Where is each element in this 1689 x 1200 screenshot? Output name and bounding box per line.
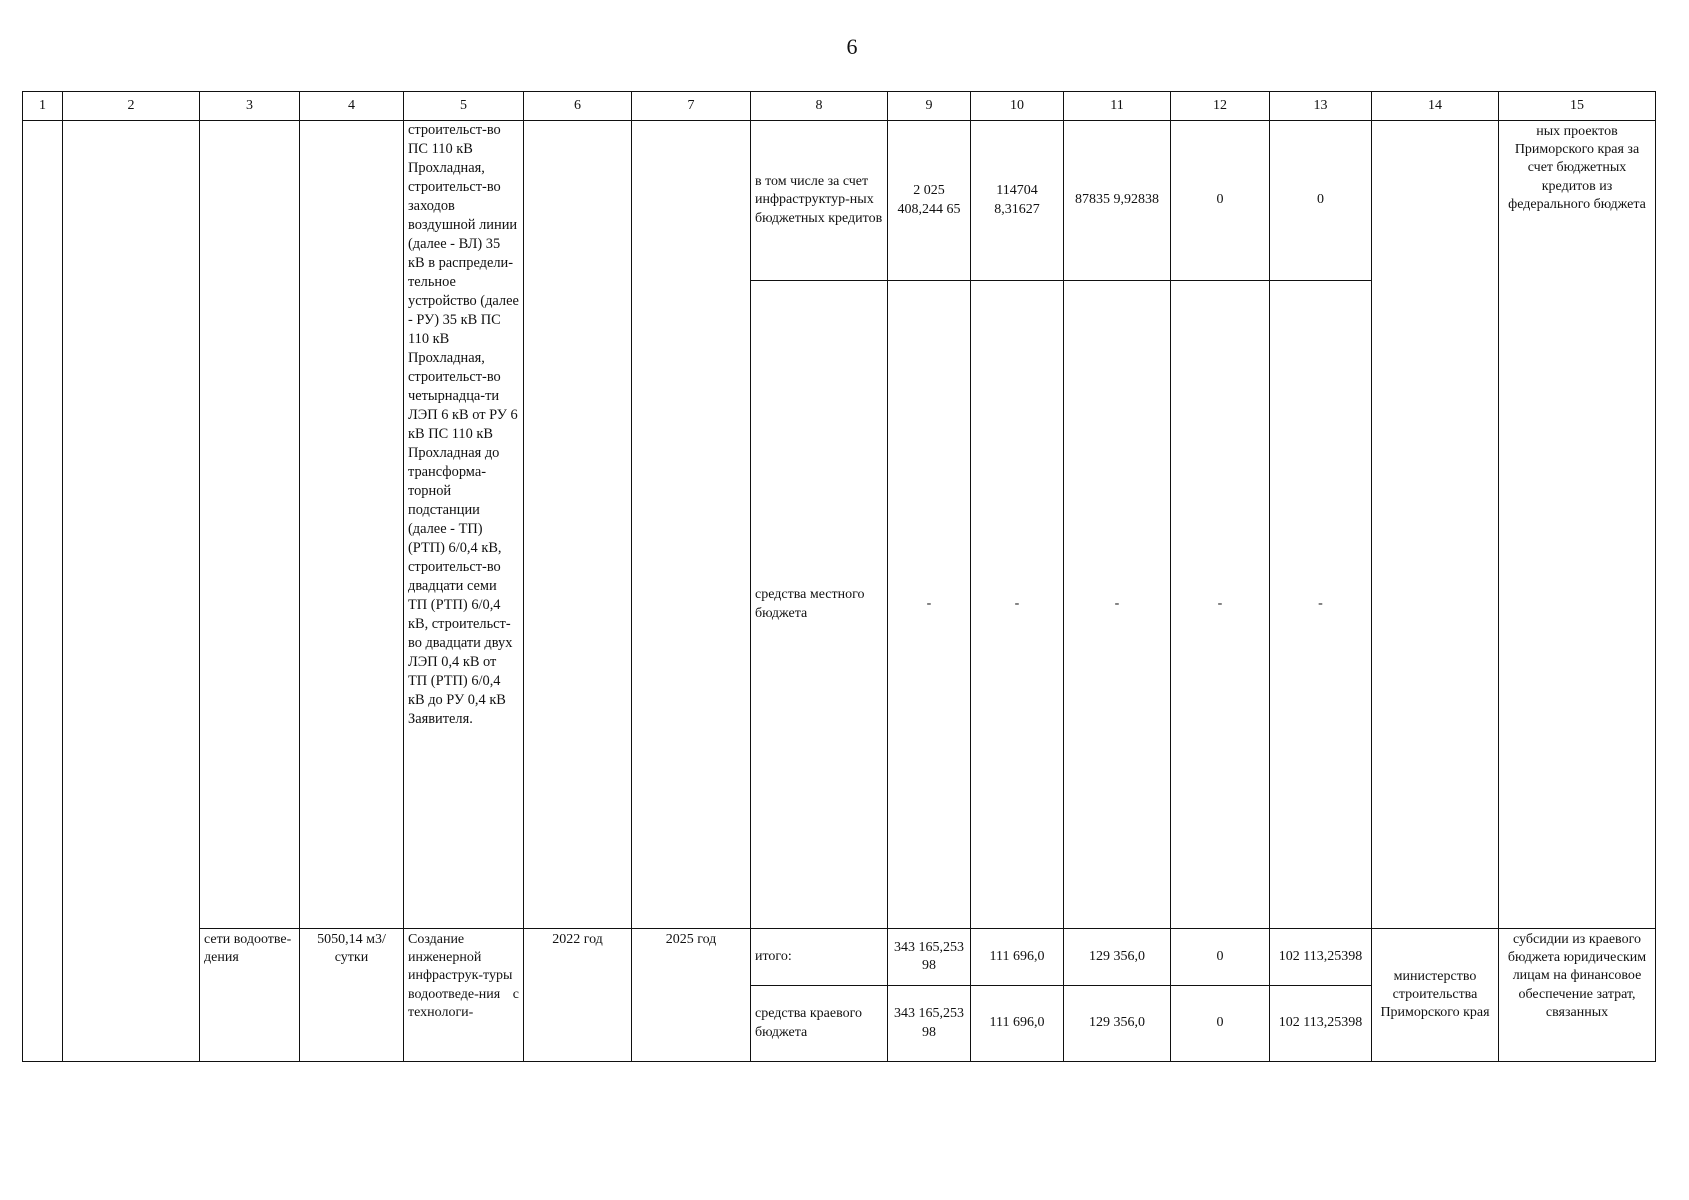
column-number: 7 <box>632 92 751 121</box>
amount-col10: 111 696,0 <box>971 929 1064 986</box>
column-number: 11 <box>1064 92 1171 121</box>
program-table <box>22 91 1656 1062</box>
capacity-cell: 5050,14 м3/сутки <box>300 929 404 1062</box>
amount-col9: 343 165,253 98 <box>888 929 971 986</box>
amount-col9: 2 025 408,244 65 <box>888 121 971 281</box>
column-number: 1 <box>23 92 63 121</box>
amount-col12: 0 <box>1171 929 1270 986</box>
amount-col13: 0 <box>1270 121 1372 281</box>
amount-col11: 129 356,0 <box>1064 929 1171 986</box>
column-number: 15 <box>1499 92 1656 121</box>
column-number: 5 <box>404 92 524 121</box>
column-number: 3 <box>200 92 300 121</box>
column-number: 13 <box>1270 92 1372 121</box>
project-description-cell: строительст-во ПС 110 кВ Прохладная, строительст-во заходов воздушной линии (далее - ВЛ) 35 кВ в распредели-тельное устройство (далее - РУ) 35 кВ ПС 110 кВ Прохладная, строительст-во четырнадца-ти ЛЭП 6 кВ от РУ 6 кВ ПС 110 кВ Прохладная до трансформа-торной подстанции (далее - ТП) (РТП) 6/0,4 кВ, строительст-во двадцати семи ТП (РТП) 6/0,4 кВ, строительст-во двадцати двух ЛЭП 0,4 кВ от ТП (РТП) 6/0,4 кВ до РУ 0,4 кВ Заявителя. <box>404 121 524 929</box>
funding-source-cell: в том числе за счет инфраструктур-ных бюджетных кредитов <box>751 121 888 281</box>
project-description-cell: Создание инженерной инфраструк-туры водоотведе-ния с технологи- <box>404 929 524 1062</box>
column-number: 14 <box>1372 92 1499 121</box>
col1-cell <box>23 121 63 1062</box>
amount-col12: 0 <box>1171 986 1270 1062</box>
amount-col13: 102 113,25398 <box>1270 986 1372 1062</box>
funding-source-cell: средства местного бюджета <box>751 281 888 929</box>
col6-cell <box>524 121 632 929</box>
start-year-cell: 2022 год <box>524 929 632 1062</box>
column-number: 8 <box>751 92 888 121</box>
amount-col10: - <box>971 281 1064 929</box>
subsidy-description-cell: субсидии из краевого бюджета юридическим лицам на финансовое обеспечение затрат, связанных <box>1499 929 1656 1062</box>
col2-cell <box>63 121 200 1062</box>
amount-col9: - <box>888 281 971 929</box>
col4-cell <box>300 121 404 929</box>
col15-cell: ных проектов Приморского края за счет бюджетных кредитов из федерального бюджета <box>1499 121 1656 929</box>
funding-source-cell: итого: <box>751 929 888 986</box>
amount-col13: 102 113,25398 <box>1270 929 1372 986</box>
funding-source-cell: средства краевого бюджета <box>751 986 888 1062</box>
amount-col13: - <box>1270 281 1372 929</box>
column-number: 4 <box>300 92 404 121</box>
amount-col9: 343 165,253 98 <box>888 986 971 1062</box>
amount-col11: 87835 9,92838 <box>1064 121 1171 281</box>
col7-cell <box>632 121 751 929</box>
amount-col10: 111 696,0 <box>971 986 1064 1062</box>
page-number: 6 <box>846 34 858 59</box>
column-number: 10 <box>971 92 1064 121</box>
col14-cell <box>1372 121 1499 929</box>
amount-col10: 114704 8,31627 <box>971 121 1064 281</box>
table-row-total <box>23 929 1656 986</box>
responsible-body-cell: министерство строительства Приморского края <box>1372 929 1499 1062</box>
column-number: 12 <box>1171 92 1270 121</box>
amount-col12: - <box>1171 281 1270 929</box>
column-number-row <box>23 92 1656 121</box>
amount-col12: 0 <box>1171 121 1270 281</box>
end-year-cell: 2025 год <box>632 929 751 1062</box>
object-name-cell: сети водоотве-дения <box>200 929 300 1062</box>
column-number: 9 <box>888 92 971 121</box>
column-number: 6 <box>524 92 632 121</box>
amount-col11: 129 356,0 <box>1064 986 1171 1062</box>
column-number: 2 <box>63 92 200 121</box>
table-row-infrastructure-credits <box>23 121 1656 281</box>
col3-cell <box>200 121 300 929</box>
amount-col11: - <box>1064 281 1171 929</box>
